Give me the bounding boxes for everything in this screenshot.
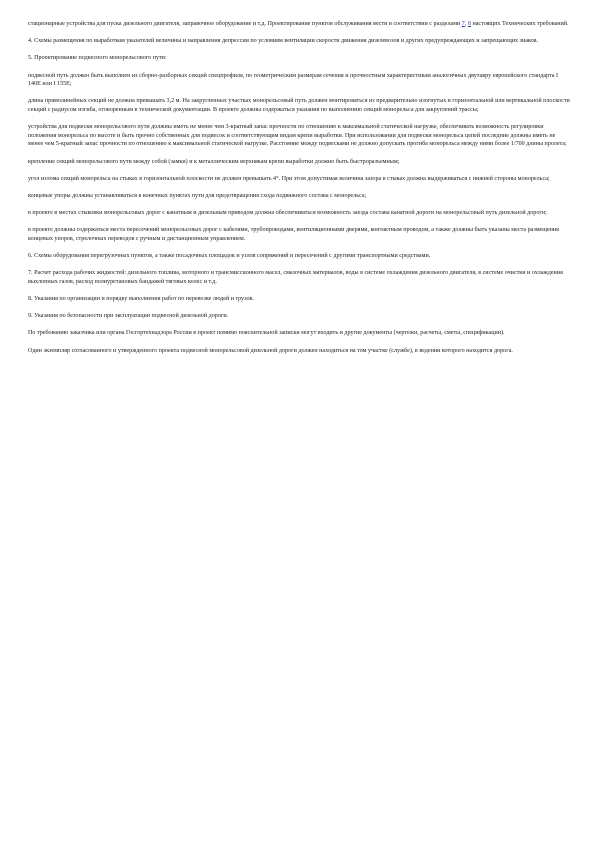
paragraph-text: настоящих Технических требований.	[470, 21, 569, 27]
paragraph-copy-storage: Один экземпляр согласованного и утвержденного проекта подвесной монорельсовой дизельной дороги должен находиться на том участке (службе), в ведении которого находится дорога.	[28, 347, 513, 354]
section-link-7[interactable]: 7	[461, 21, 465, 27]
paragraph-text: стационарные устройства для пуска дизельного двигателя, заправочное оборудование и т.д. Проектирование пунктов обслуживания вести в соответствии с разделами	[28, 21, 462, 27]
paragraph-joint-angle: угол излома секций монорельса на стыках в горизонтальной плоскости не должен превышать 4°. При этом допустимая величина зазора в стыках должна выдерживаться с нижней стороны монорельса;	[28, 175, 550, 182]
paragraph-customer-request: По требованию заказчика или органа Госгортехнадзора России в проект помимо пояснительной записки могут входить и другие документы (чертежи, расчеты, сметы, спецификации).	[28, 330, 505, 337]
paragraph-item-5-heading: 5. Проектирование подвесного монорельсового пути:	[28, 55, 167, 62]
paragraph-item-6: 6. Схемы оборудования перегрузочных пунктов, а также посадочных площадок и узлов сопряжений и пересечений с другими транспортными средствами.	[28, 253, 431, 260]
paragraph-item-4: 4. Схемы размещения по выработкам указателей величины и направления депрессии по условиям вентиляции скорости движения дизелевозов и других предупреждающих и запрещающих знаков.	[28, 38, 539, 45]
paragraph-item-8: 8. Указания по организации и порядку выполнения работ по перевозке людей и грузов.	[28, 296, 254, 302]
paragraph-suspension-devices: устройства для подвески монорельсового пути должны иметь не менее чем 3-кратный запас прочности по отношению к максимальной статической нагрузке, обеспечивать возможность регулировки положения монорельса по высоте и быть прочно собственных для подвесок и соответствующим видам крепи выработки. При использовании для подвески монорельса цепей последние должны иметь не менее чем 5-кратный запас прочности по отношению к максимальной статической нагрузке. Расстояние между подвесками не должно допускать прогиба монорельса между ними более 1/700 длины пролета;	[28, 124, 567, 148]
section-link-8[interactable]: 8	[467, 21, 471, 27]
paragraph-docking: в проекте в местах стыковки монорельсовых дорог с канатным и дизельным приводом должна обеспечиваться возможность заезда состава канатной дороги на монорельсовый путь дизельной дороги;	[28, 210, 547, 217]
paragraph-service-points	[28, 20, 570, 29]
paragraph-item-9: 9. Указания по безопасности при эксплуатации подвесной дизельной дороги.	[28, 313, 229, 320]
paragraph-section-length: длина прямолинейных секций не должна превышать 3,2 м. На закругленных участках монорельсовый путь должен монтироваться из предварительно изогнутых в горизонтальной или вертикальной плоскости секций с радиусом изгиба, оговоренным в технической документации. В проекте должны содержаться указания по выполнению секций монорельса для закруглений трассы;	[28, 98, 570, 113]
paragraph-item-7: 7. Расчет расхода рабочих жидкостей: дизельного топлива, моторного и трансмиссионного масел, смазочных материалов, воды в системе охлаждения дизельного двигателя, в системе очистки и охлаждения выхлопных газов, расход полиуретановых бандажей тяговых колес и т.д.	[28, 270, 563, 285]
paragraph-section-fastening: крепление секций монорельсового пути между собой (замки) и к металлическим верхнякам крепи выработки должно быть быстроразъемным;	[28, 158, 400, 165]
paragraph-end-stops: концевые упоры должны устанавливаться в конечных пунктах пути для предотвращения схода подвижного состава с монорельса;	[28, 192, 367, 199]
paragraph-crossings: в проекте должны содержаться места пересечений монорельсовых дорог с кабелями, трубопроводами, вентиляционными дверями, контактным проводом, а также должны быть указаны места размещения концевых упоров, стрелочных переводов с ручным и дистанционным управлением.	[28, 227, 559, 242]
paragraph-monorail-sections: подвесной путь должен быть выполнен из сборно-разборных секций спецпрофиля, по геометрическим размерам сечения и прочностным характеристикам аналогичных двутавру европейского стандарта I 140E или I 155E;	[28, 72, 559, 88]
link-separator: ,	[464, 21, 468, 27]
